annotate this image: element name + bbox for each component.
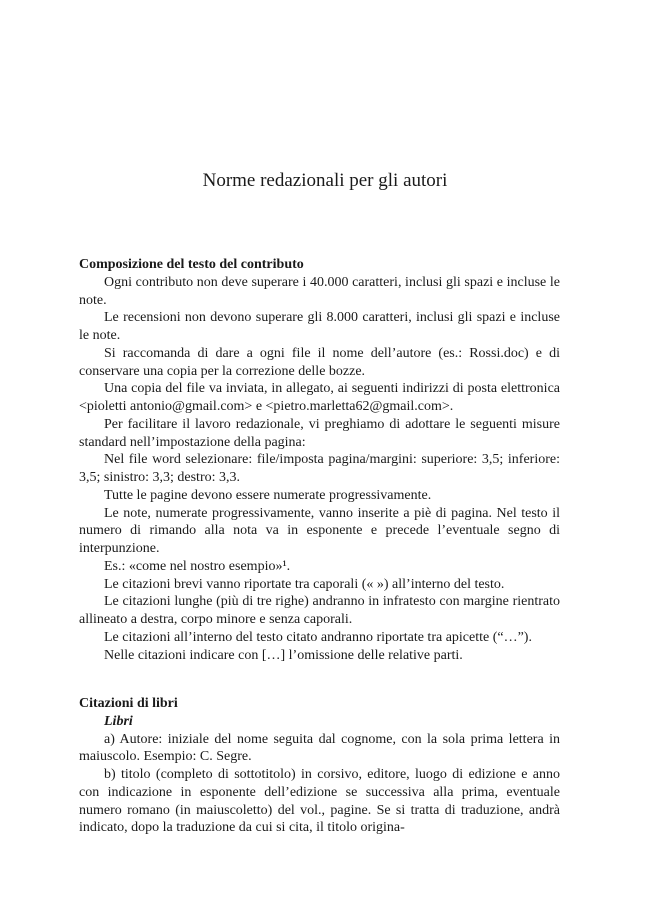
paragraph: Le citazioni lunghe (più di tre righe) andranno in infratesto con margine rientrato allineato a destra, corpo minore e senza caporali.	[79, 594, 560, 627]
paragraph: Una copia del file va inviata, in allegato, ai seguenti indirizzi di posta elettronica <pioletti antonio@gmail.com> e <pietro.marletta62@gmail.com>.	[79, 381, 560, 414]
paragraph: Le recensioni non devono superare gli 8.000 caratteri, inclusi gli spazi e incluse le note.	[79, 310, 560, 343]
paragraph: Le citazioni brevi vanno riportate tra caporali (« ») all’interno del testo.	[104, 576, 505, 592]
section-heading: Composizione del testo del contributo	[79, 257, 304, 272]
paragraph: Le citazioni all’interno del testo citato andranno riportate tra apicette (“…”).	[104, 629, 532, 645]
paragraph: Es.: «come nel nostro esempio»¹.	[104, 558, 291, 574]
section-heading: Citazioni di libri	[79, 696, 178, 711]
paragraph: b) titolo (completo di sottotitolo) in corsivo, editore, luogo di edizione e anno con indicazione in esponente dell’edizione se successiva alla prima, eventuale numero romano (in maiuscoletto) del vol., pagine. Se si tratta di traduzione, andrà indicato, dopo la traduzione da cui si cita, il titolo origina-	[79, 767, 560, 836]
paragraph: Tutte le pagine devono essere numerate progressivamente.	[104, 487, 432, 503]
section-composizione	[79, 256, 560, 664]
paragraph: Si raccomanda di dare a ogni file il nome dell’autore (es.: Rossi.doc) e di conservare una copia per la correzione delle bozze.	[79, 345, 560, 379]
paragraph: Nelle citazioni indicare con […] l’omissione delle relative parti.	[104, 647, 463, 663]
page-title: Norme redazionali per gli autori	[202, 170, 448, 191]
paragraph: Per facilitare il lavoro redazionale, vi preghiamo di adottare le seguenti misure standard nell’impostazione della pagina:	[79, 416, 560, 450]
subheading: Libri	[104, 713, 133, 729]
section-citazioni-libri	[79, 695, 560, 837]
paragraph: Le note, numerate progressivamente, vanno inserite a piè di pagina. Nel testo il numero di rimando alla nota va in esponente e precede l’eventuale segno di interpunzione.	[79, 505, 560, 556]
paragraph: a) Autore: iniziale del nome seguita dal cognome, con la sola prima lettera in maiuscolo. Esempio: C. Segre.	[79, 731, 560, 765]
paragraph: Nel file word selezionare: file/imposta pagina/margini: superiore: 3,5; inferiore: 3,5; sinistro: 3,3; destro: 3,3.	[79, 452, 560, 485]
paragraph: Ogni contributo non deve superare i 40.000 caratteri, inclusi gli spazi e incluse le note.	[79, 274, 560, 308]
